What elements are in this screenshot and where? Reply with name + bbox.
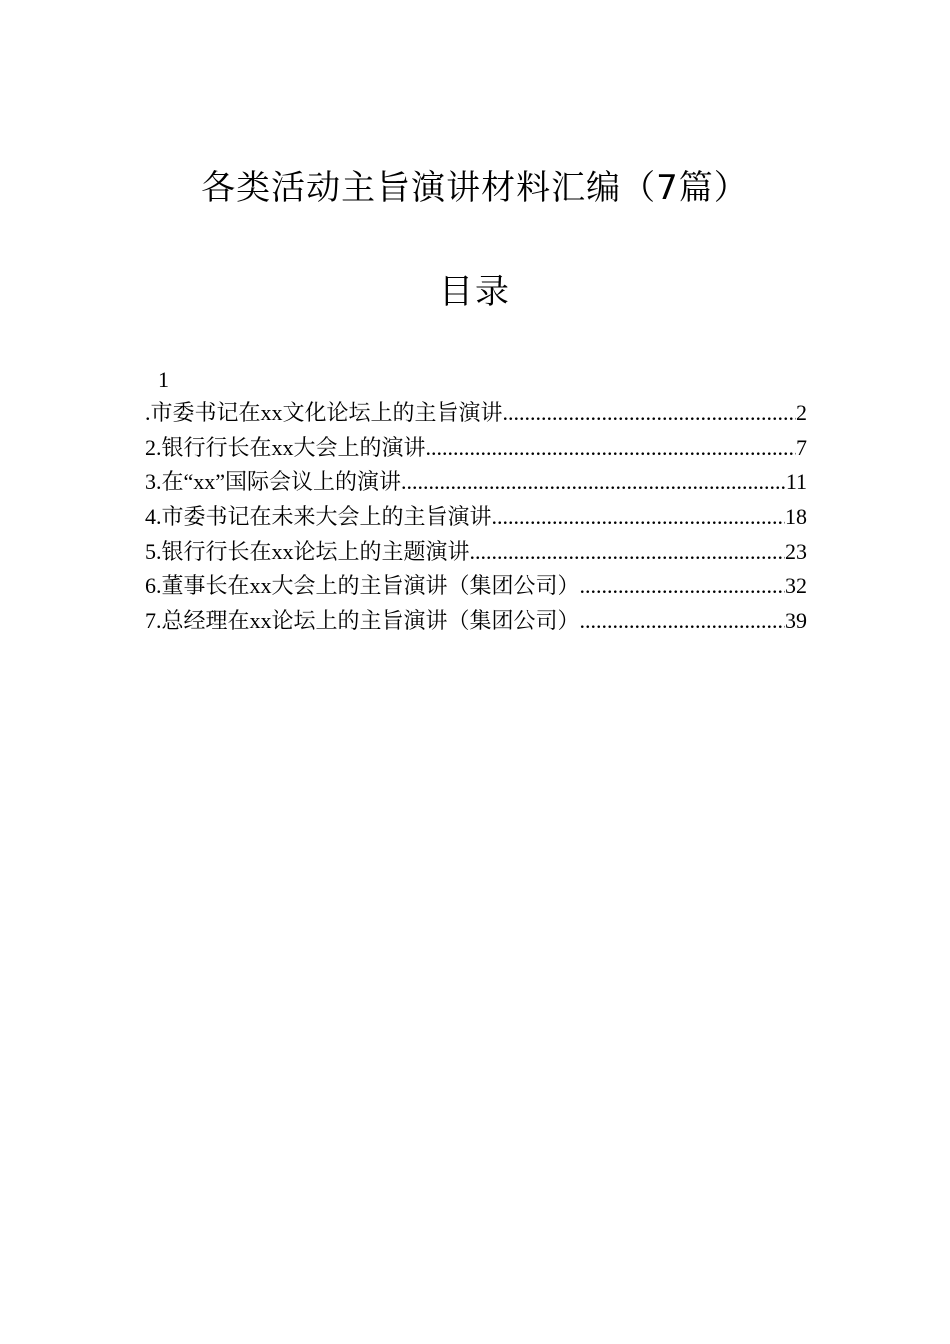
toc-entry-title: 7.总经理在xx论坛上的主旨演讲（集团公司） bbox=[145, 608, 580, 634]
toc-entry-title: 6.董事长在xx大会上的主旨演讲（集团公司） bbox=[145, 573, 580, 599]
toc-entry-title: .市委书记在xx文化论坛上的主旨演讲 bbox=[145, 400, 503, 425]
toc-entry-page: 32 bbox=[785, 573, 807, 599]
toc-entry[interactable] bbox=[145, 571, 807, 606]
toc-dot-leader bbox=[492, 502, 785, 532]
toc-dot-leader bbox=[580, 571, 785, 601]
toc-entry-page: 23 bbox=[785, 538, 807, 564]
toc-entry-title: 5.银行行长在xx论坛上的主题演讲 bbox=[145, 538, 470, 564]
toc-heading: 目录 bbox=[439, 272, 511, 312]
toc-entry[interactable] bbox=[145, 606, 807, 641]
toc-entry-title: 4.市委书记在未来大会上的主旨演讲 bbox=[145, 504, 492, 530]
toc-entry-page: 39 bbox=[785, 608, 807, 634]
toc-dot-leader bbox=[580, 606, 785, 636]
table-of-contents bbox=[145, 398, 807, 641]
toc-dot-leader bbox=[470, 537, 785, 567]
document-title: 各类活动主旨演讲材料汇编（7篇） bbox=[201, 168, 749, 208]
toc-entry[interactable] bbox=[145, 433, 807, 468]
toc-entry[interactable] bbox=[145, 398, 807, 433]
toc-entry[interactable] bbox=[145, 467, 807, 502]
toc-entry[interactable] bbox=[145, 502, 807, 537]
toc-dot-leader bbox=[503, 398, 796, 428]
toc-leading-number: 1 bbox=[158, 367, 169, 392]
toc-dot-leader bbox=[401, 467, 786, 497]
toc-dot-leader bbox=[426, 433, 796, 463]
toc-entry[interactable] bbox=[145, 537, 807, 572]
toc-entry-page: 18 bbox=[785, 504, 807, 530]
toc-entry-page: 7 bbox=[796, 434, 807, 460]
toc-entry-title: 3.在“xx”国际会议上的演讲 bbox=[145, 469, 402, 495]
toc-entry-page: 2 bbox=[796, 400, 807, 425]
toc-entry-page: 11 bbox=[785, 469, 807, 495]
toc-entry-title: 2.银行行长在xx大会上的演讲 bbox=[145, 434, 426, 460]
